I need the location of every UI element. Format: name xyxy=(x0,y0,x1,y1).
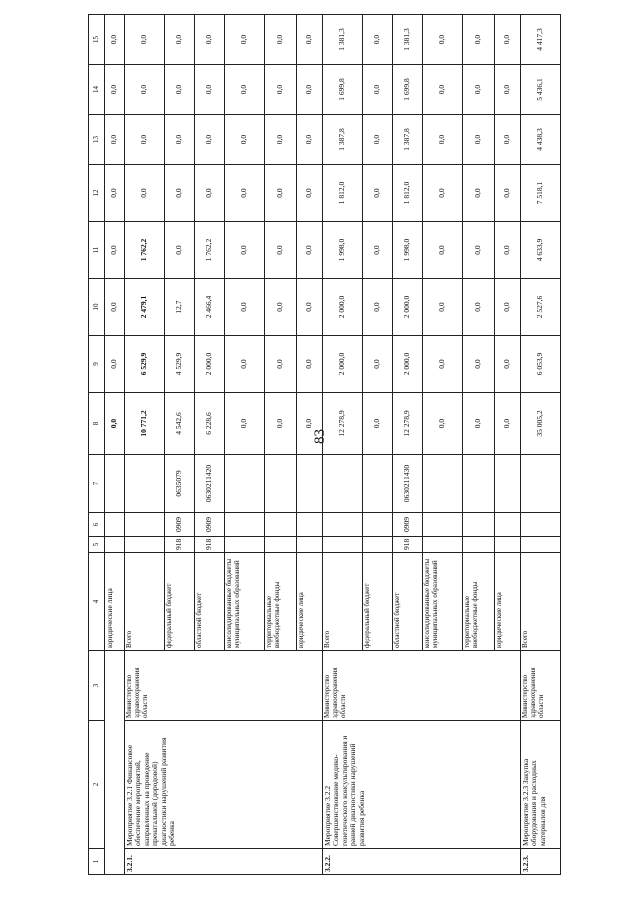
value-cell: 0,0 xyxy=(105,115,125,165)
value-cell: 0,0 xyxy=(195,15,225,65)
value-cell: 0,0 xyxy=(297,336,323,393)
value-cell: 0,0 xyxy=(265,15,297,65)
value-cell: 0,0 xyxy=(495,279,521,336)
value-cell: 0,0 xyxy=(125,115,165,165)
target-article-cell xyxy=(225,455,265,513)
ministry-code-cell xyxy=(463,537,495,553)
item-number-cell: 3.2.1. xyxy=(125,849,323,875)
section-code-cell xyxy=(463,513,495,537)
target-article-cell xyxy=(363,455,393,513)
page-number: 83 xyxy=(312,429,328,444)
section-code-cell xyxy=(423,513,463,537)
column-number: 8 xyxy=(89,393,105,455)
value-cell: 0,0 xyxy=(363,115,393,165)
value-cell: 2 000,0 xyxy=(323,279,363,336)
column-number: 11 xyxy=(89,222,105,279)
value-cell: 0,0 xyxy=(225,336,265,393)
value-cell: 0,0 xyxy=(297,115,323,165)
activity-name-cell: Мероприятие 3.2.3 Закупка оборудования и расходных материалов для xyxy=(521,721,561,849)
value-cell: 0,0 xyxy=(423,393,463,455)
value-cell: 0,0 xyxy=(495,222,521,279)
ministry-code-cell xyxy=(323,537,363,553)
value-cell: 0,0 xyxy=(463,222,495,279)
executor-cell: Министерство здравоохранения области xyxy=(323,651,521,721)
value-cell: 5 436,1 xyxy=(521,65,561,115)
empty-cell xyxy=(105,513,125,537)
value-cell: 0,0 xyxy=(297,15,323,65)
section-code-cell xyxy=(521,513,561,537)
funding-source-cell: областной бюджет xyxy=(393,553,423,651)
target-article-cell xyxy=(265,455,297,513)
value-cell: 0,0 xyxy=(225,15,265,65)
value-cell: 0,0 xyxy=(423,336,463,393)
section-code-cell: 0909 xyxy=(393,513,423,537)
target-article-cell xyxy=(297,455,323,513)
value-cell: 0,0 xyxy=(363,222,393,279)
value-cell: 0,0 xyxy=(265,165,297,222)
column-number: 3 xyxy=(89,651,105,721)
value-cell: 0,0 xyxy=(105,15,125,65)
column-number: 9 xyxy=(89,336,105,393)
funding-source-cell: Всего xyxy=(323,553,363,651)
value-cell: 0,0 xyxy=(363,165,393,222)
value-cell: 0,0 xyxy=(105,165,125,222)
value-cell: 1 998,0 xyxy=(323,222,363,279)
column-number-row xyxy=(89,15,105,875)
column-number: 1 xyxy=(89,849,105,875)
target-article-cell xyxy=(521,455,561,513)
value-cell: 0,0 xyxy=(105,279,125,336)
value-cell: 0,0 xyxy=(195,65,225,115)
value-cell: 1 812,0 xyxy=(393,165,423,222)
value-cell: 2 527,6 xyxy=(521,279,561,336)
target-article-cell: 0635079 xyxy=(165,455,195,513)
value-cell: 0,0 xyxy=(423,222,463,279)
value-cell: 0,0 xyxy=(423,115,463,165)
funding-source-cell: областной бюджет xyxy=(195,553,225,651)
value-cell: 2 000,0 xyxy=(323,336,363,393)
budget-table-rotated xyxy=(88,15,560,875)
target-article-cell xyxy=(125,455,165,513)
value-cell: 4 633,9 xyxy=(521,222,561,279)
target-article-cell xyxy=(323,455,363,513)
value-cell: 12 278,9 xyxy=(323,393,363,455)
ministry-code-cell xyxy=(265,537,297,553)
value-cell: 0,0 xyxy=(265,115,297,165)
column-number: 15 xyxy=(89,15,105,65)
ministry-code-cell: 918 xyxy=(165,537,195,553)
value-cell: 0,0 xyxy=(363,65,393,115)
ministry-code-cell xyxy=(495,537,521,553)
ministry-code-cell xyxy=(363,537,393,553)
value-cell: 0,0 xyxy=(363,15,393,65)
value-cell: 12 278,9 xyxy=(393,393,423,455)
column-number: 13 xyxy=(89,115,105,165)
value-cell: 0,0 xyxy=(225,115,265,165)
value-cell: 0,0 xyxy=(495,15,521,65)
value-cell: 0,0 xyxy=(265,393,297,455)
value-cell: 1 998,0 xyxy=(393,222,423,279)
ministry-code-cell xyxy=(423,537,463,553)
value-cell: 0,0 xyxy=(423,165,463,222)
ministry-code-cell xyxy=(297,537,323,553)
value-cell: 2 000,0 xyxy=(393,279,423,336)
ministry-code-cell xyxy=(225,537,265,553)
value-cell: 0,0 xyxy=(297,65,323,115)
funding-source-cell: юридические лица xyxy=(297,553,323,651)
activity-name-cell: Мероприятие 3.2.2 Совершенствование медико-генетического консультирования и ранней диагностики нарушений развития ребенка xyxy=(323,721,521,849)
value-cell: 0,0 xyxy=(297,279,323,336)
table-row xyxy=(125,15,165,875)
value-cell: 0,0 xyxy=(463,279,495,336)
empty-cell xyxy=(105,455,125,513)
target-article-cell xyxy=(463,455,495,513)
value-cell: 1 699,8 xyxy=(393,65,423,115)
value-cell: 0,0 xyxy=(495,165,521,222)
value-cell: 0,0 xyxy=(495,65,521,115)
section-code-cell: 0909 xyxy=(195,513,225,537)
value-cell: 0,0 xyxy=(297,165,323,222)
value-cell: 0,0 xyxy=(105,65,125,115)
funding-source-cell: юридические лица xyxy=(495,553,521,651)
value-cell: 0,0 xyxy=(195,115,225,165)
funding-source-cell: консолидированные бюджеты муниципальных образований xyxy=(225,553,265,651)
value-cell: 0,0 xyxy=(225,393,265,455)
column-number: 10 xyxy=(89,279,105,336)
funding-source-cell: консолидированные бюджеты муниципальных образований xyxy=(423,553,463,651)
value-cell: 2 000,0 xyxy=(195,336,225,393)
funding-source-cell: территориальные внебюджетные фонды xyxy=(463,553,495,651)
executor-cell: Министерство здравоохранения области xyxy=(125,651,323,721)
column-number: 12 xyxy=(89,165,105,222)
value-cell: 2 466,4 xyxy=(195,279,225,336)
value-cell: 1 381,3 xyxy=(393,15,423,65)
value-cell: 6 053,9 xyxy=(521,336,561,393)
section-code-cell xyxy=(297,513,323,537)
value-cell: 0,0 xyxy=(363,393,393,455)
value-cell: 0,0 xyxy=(165,165,195,222)
value-cell: 1 387,8 xyxy=(323,115,363,165)
value-cell: 0,0 xyxy=(225,279,265,336)
column-number: 5 xyxy=(89,537,105,553)
value-cell: 0,0 xyxy=(463,65,495,115)
value-cell: 0,0 xyxy=(105,393,125,455)
ministry-code-cell: 918 xyxy=(195,537,225,553)
value-cell: 4 542,6 xyxy=(165,393,195,455)
column-number: 7 xyxy=(89,455,105,513)
value-cell: 1 381,3 xyxy=(323,15,363,65)
table-row xyxy=(521,15,561,875)
value-cell: 0,0 xyxy=(423,15,463,65)
table-row xyxy=(323,15,363,875)
value-cell: 0,0 xyxy=(463,336,495,393)
empty-cell xyxy=(105,651,125,875)
section-code-cell: 0909 xyxy=(165,513,195,537)
value-cell: 0,0 xyxy=(125,15,165,65)
value-cell: 6 228,6 xyxy=(195,393,225,455)
value-cell: 0,0 xyxy=(105,222,125,279)
target-article-cell: 0630211420 xyxy=(195,455,225,513)
ministry-code-cell xyxy=(521,537,561,553)
value-cell: 2 000,0 xyxy=(393,336,423,393)
section-code-cell xyxy=(323,513,363,537)
value-cell: 0,0 xyxy=(265,65,297,115)
section-code-cell xyxy=(495,513,521,537)
item-number-cell: 3.2.3. xyxy=(521,849,561,875)
value-cell: 0,0 xyxy=(225,65,265,115)
target-article-cell xyxy=(495,455,521,513)
section-code-cell xyxy=(265,513,297,537)
value-cell: 1 699,8 xyxy=(323,65,363,115)
value-cell: 0,0 xyxy=(165,65,195,115)
value-cell: 0,0 xyxy=(463,115,495,165)
value-cell: 0,0 xyxy=(297,222,323,279)
item-number-cell: 3.2.2. xyxy=(323,849,521,875)
value-cell: 35 005,2 xyxy=(521,393,561,455)
value-cell: 12,7 xyxy=(165,279,195,336)
value-cell: 0,0 xyxy=(495,393,521,455)
section-code-cell xyxy=(363,513,393,537)
value-cell: 7 518,1 xyxy=(521,165,561,222)
value-cell: 0,0 xyxy=(265,222,297,279)
value-cell: 0,0 xyxy=(165,222,195,279)
value-cell: 0,0 xyxy=(363,336,393,393)
section-code-cell xyxy=(125,513,165,537)
value-cell: 1 812,0 xyxy=(323,165,363,222)
value-cell: 0,0 xyxy=(265,279,297,336)
section-code-cell xyxy=(225,513,265,537)
value-cell: 0,0 xyxy=(423,65,463,115)
ministry-code-cell: 918 xyxy=(393,537,423,553)
value-cell: 0,0 xyxy=(165,15,195,65)
value-cell: 6 529,9 xyxy=(125,336,165,393)
value-cell: 0,0 xyxy=(125,65,165,115)
funding-source-cell: юридические лица xyxy=(105,553,125,651)
target-article-cell xyxy=(423,455,463,513)
value-cell: 0,0 xyxy=(265,336,297,393)
value-cell: 4 529,9 xyxy=(165,336,195,393)
value-cell: 0,0 xyxy=(463,15,495,65)
value-cell: 0,0 xyxy=(195,165,225,222)
value-cell: 2 479,1 xyxy=(125,279,165,336)
column-number: 14 xyxy=(89,65,105,115)
executor-cell: Министерство здравоохранения области xyxy=(521,651,561,721)
value-cell: 0,0 xyxy=(363,279,393,336)
value-cell: 0,0 xyxy=(225,222,265,279)
funding-source-cell: территориальные внебюджетные фонды xyxy=(265,553,297,651)
value-cell: 1 762,2 xyxy=(195,222,225,279)
value-cell: 1 762,2 xyxy=(125,222,165,279)
ministry-code-cell xyxy=(125,537,165,553)
value-cell: 10 771,2 xyxy=(125,393,165,455)
value-cell: 0,0 xyxy=(463,165,495,222)
value-cell: 0,0 xyxy=(297,393,323,455)
activity-name-cell: Мероприятие 3.2.1 Финансовое обеспечение мероприятий, направленных на проведение пренатальной (дородовой) диагностики нарушений развития ребенка xyxy=(125,721,323,849)
column-number: 6 xyxy=(89,513,105,537)
funding-source-cell: федеральный бюджет xyxy=(363,553,393,651)
value-cell: 4 438,3 xyxy=(521,115,561,165)
column-number: 4 xyxy=(89,553,105,651)
funding-source-cell: Всего xyxy=(521,553,561,651)
value-cell: 0,0 xyxy=(495,336,521,393)
value-cell: 0,0 xyxy=(423,279,463,336)
budget-table xyxy=(88,14,561,875)
value-cell: 0,0 xyxy=(105,336,125,393)
value-cell: 0,0 xyxy=(165,115,195,165)
value-cell: 0,0 xyxy=(495,115,521,165)
value-cell: 4 417,3 xyxy=(521,15,561,65)
table-row xyxy=(105,15,125,875)
column-number: 2 xyxy=(89,721,105,849)
value-cell: 0,0 xyxy=(463,393,495,455)
value-cell: 0,0 xyxy=(125,165,165,222)
value-cell: 0,0 xyxy=(225,165,265,222)
value-cell: 1 387,8 xyxy=(393,115,423,165)
target-article-cell: 0630211430 xyxy=(393,455,423,513)
empty-cell xyxy=(105,537,125,553)
funding-source-cell: Всего xyxy=(125,553,165,651)
funding-source-cell: федеральный бюджет xyxy=(165,553,195,651)
